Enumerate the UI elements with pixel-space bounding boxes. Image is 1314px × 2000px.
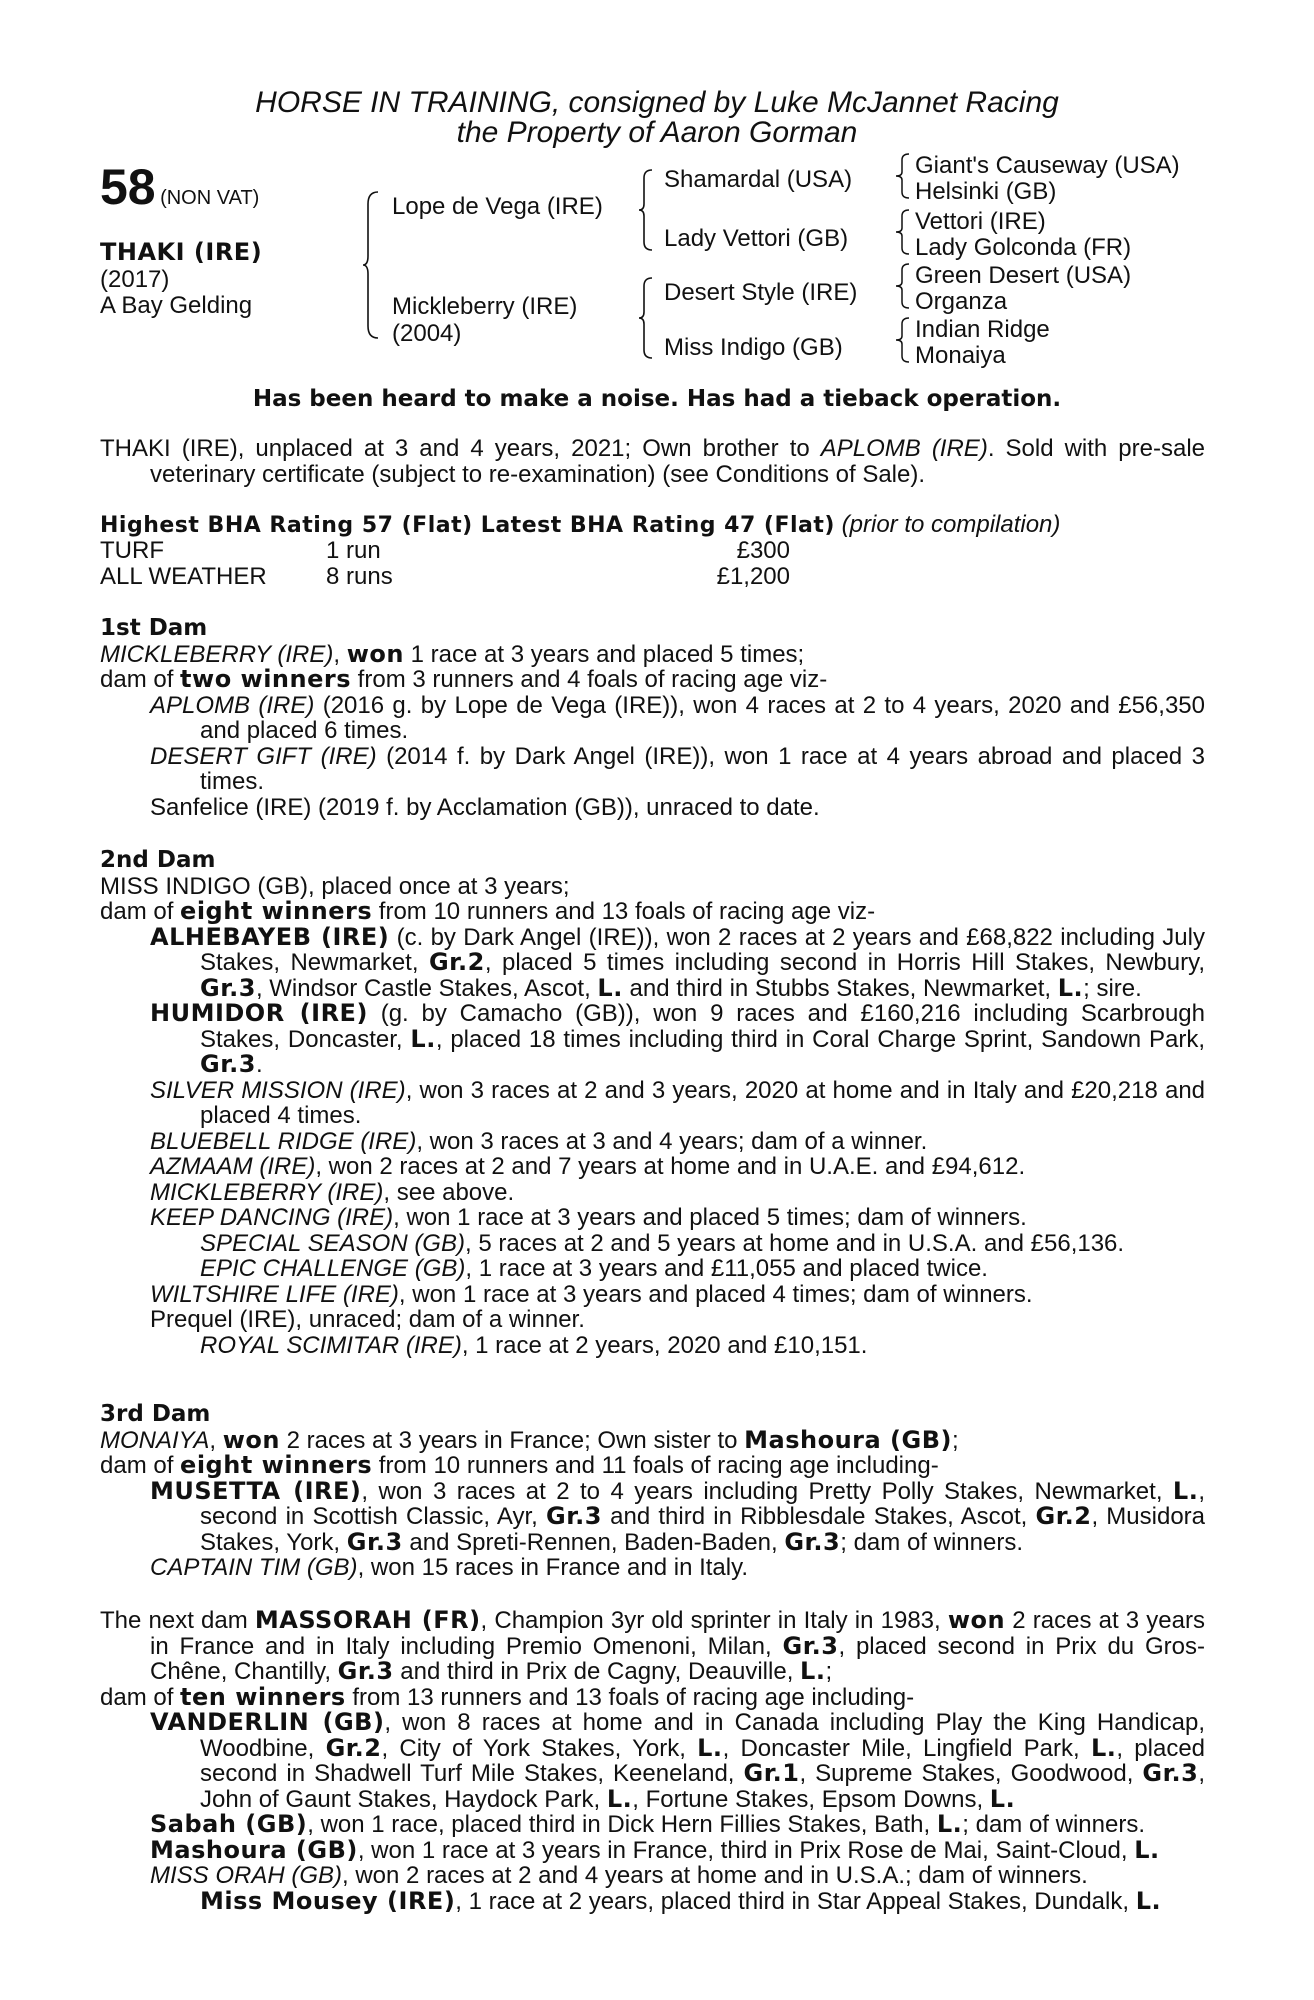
pedigree-dam: Mickleberry (IRE) <box>392 293 578 320</box>
sister-name: Mashoura (GB) <box>744 1425 952 1454</box>
grade: Gr.2 <box>325 1733 382 1762</box>
list-item: Prequel (IRE), unraced; dam of a winner. <box>150 1306 585 1333</box>
lot-number: 58 <box>100 159 156 215</box>
grade: L. <box>1134 1835 1160 1864</box>
produce-text: , won 3 races at 2 to 4 years including Pretty Polly Stakes, Newmarket, <box>361 1477 1173 1505</box>
list-item <box>150 1282 1205 1308</box>
intro-block <box>100 436 1205 487</box>
grade: Gr.2 <box>1035 1502 1092 1530</box>
dam-summary: The next dam <box>100 1607 255 1634</box>
produce-name: CAPTAIN TIM (GB) <box>150 1554 358 1581</box>
produce-name: HUMIDOR (IRE) <box>150 999 368 1027</box>
lot-number-block <box>100 158 259 216</box>
grade: Gr.3 <box>1142 1759 1199 1787</box>
produce-text: , see above. <box>383 1178 515 1206</box>
produce-text: , Fortune Stakes, Epsom Downs, <box>632 1785 990 1813</box>
produce-text: , won 1 race at 3 years and placed 5 times; dam of winners. <box>393 1204 1027 1231</box>
pedigree-dam-year: (2004) <box>392 320 462 347</box>
pedigree-sire-sire: Shamardal (USA) <box>664 166 853 193</box>
produce-name: SILVER MISSION (IRE) <box>150 1076 406 1104</box>
produce-text: , won 1 race, placed third in Dick Hern Fillies Stakes, Bath, <box>307 1811 937 1838</box>
consignor-line: HORSE IN TRAINING, consigned by Luke McJannet Racing <box>255 86 1059 119</box>
dam-of-text: from 13 runners and 13 foals of racing age including- <box>345 1683 915 1711</box>
winners-count: eight winners <box>180 1451 373 1479</box>
produce-text: , 5 races at 2 and 5 years at home and in U.S.A. and £56,136. <box>464 1229 1125 1257</box>
section-heading: 3rd Dam <box>100 1401 211 1427</box>
won-label: won <box>346 639 404 668</box>
produce-text: , Musidora Stakes, York, <box>200 1503 1206 1556</box>
produce-text: (2014 f. by Dark Angel (IRE)), won 1 race at 4 years abroad and placed 3 times. <box>200 742 1206 795</box>
race-record-table <box>100 538 800 589</box>
dam-name: MONAIYA <box>100 1426 210 1454</box>
dam-of-text: dam of <box>100 1683 181 1711</box>
list-item <box>150 1835 1205 1864</box>
pedigree-brace-g2 <box>895 208 913 256</box>
produce-name: Miss Mousey (IRE) <box>200 1886 456 1915</box>
produce-name: MICKLEBERRY (IRE) <box>150 1178 384 1206</box>
rating-line <box>100 512 1205 539</box>
produce-name: WILTSHIRE LIFE (IRE) <box>150 1280 399 1308</box>
grade: L. <box>597 973 623 1002</box>
produce-name: Sabah (GB) <box>150 1810 308 1838</box>
produce-text: (g. by Camacho (GB)), won 9 races and £160,216 including Scarbrough Stakes, Doncaster, <box>200 1000 1205 1053</box>
grade: Gr.3 <box>337 1657 394 1685</box>
list-item <box>150 1476 1206 1556</box>
produce-text: , Supreme Stakes, Goodwood, <box>799 1760 1143 1787</box>
bha-ratings: Highest BHA Rating 57 (Flat) Latest BHA Rating 47 (Flat) <box>100 513 835 538</box>
produce-text: , won 3 races at 3 and 4 years; dam of a winner. <box>416 1127 928 1155</box>
produce-text: and third in Ribblesdale Stakes, Ascot, <box>601 1503 1036 1530</box>
produce-text: , won 8 races at home and in Canada including Play the King Handicap, Woodbine, <box>200 1709 1205 1762</box>
list-item <box>150 1154 1205 1180</box>
list-item <box>150 1555 1205 1581</box>
produce-name: EPIC CHALLENGE (GB) <box>200 1255 466 1282</box>
list-item <box>150 1180 1205 1206</box>
dam-name: MASSORAH (FR) <box>254 1606 481 1634</box>
dam-summary: ; <box>825 1658 833 1685</box>
grade: L. <box>1172 1476 1199 1505</box>
next-dam-summary <box>100 1608 1205 1685</box>
pedigree-brace-g3 <box>895 262 913 310</box>
dam-of-text: dam of <box>100 1452 181 1479</box>
produce-text: , John of Gaunt Stakes, Haydock Park, <box>200 1760 1206 1813</box>
record-surface: TURF <box>100 537 164 564</box>
first-dam-section: 1st Dam MICKLEBERRY (IRE), won 1 race at 3 years and placed 5 times; dam of two winners from 3 runners and 4 foals of racing age viz- APLOMB (IRE) (2016 g. by Lope de Vega (IRE)), won 4 races at 2 to 4 years, 2020 and £56,350 and placed 6 times. DESERT GIFT (IRE) (2014 f. by Dark Angel (IRE)), won 1 race at 4 years abroad and placed 3 times. Sanfelice (IRE) (2019 f. by Acclamation (GB)), unraced to date. <box>100 615 1206 821</box>
dam-summary: , <box>209 1426 223 1454</box>
grade: Gr.3 <box>782 1631 839 1660</box>
record-earnings: £1,200 <box>716 562 790 590</box>
second-dam-section <box>100 848 1205 1358</box>
produce-text: and Spreti-Rennen, Baden-Baden, <box>402 1528 785 1556</box>
produce-name: VANDERLIN (GB) <box>150 1708 385 1736</box>
dam-of-text: dam of <box>100 898 181 925</box>
dam-of-text: from 10 runners and 13 foals of racing age viz- <box>372 898 876 925</box>
winners-count: ten winners <box>180 1682 346 1711</box>
produce-text: , Doncaster Mile, Lingfield Park, <box>722 1734 1091 1762</box>
produce-text: , won 2 races at 2 and 7 years at home and in U.A.E. and £94,612. <box>315 1153 1026 1180</box>
list-item <box>150 1863 1205 1889</box>
pedigree-brace-g4 <box>895 316 913 364</box>
grade: L. <box>1135 1886 1162 1915</box>
dam-summary: MISS INDIGO (GB), placed once at 3 years; <box>100 872 570 900</box>
pedigree-sire: Lope de Vega (IRE) <box>392 193 603 220</box>
pedigree-brace-g1 <box>895 152 913 200</box>
wind-operation-notice: Has been heard to make a noise. Has had a tieback operation. <box>252 386 1062 412</box>
list-item <box>200 1333 1205 1359</box>
pedigree-g3: Vettori (IRE) <box>915 208 1046 235</box>
pedigree-g1: Giant's Causeway (USA) <box>915 152 1180 179</box>
produce-name: BLUEBELL RIDGE (IRE) <box>150 1127 417 1155</box>
winners-count: eight winners <box>180 897 373 925</box>
grade: Gr.3 <box>784 1527 841 1556</box>
pedigree-dam-sire: Desert Style (IRE) <box>664 279 858 306</box>
produce-text: , won 1 race at 3 years and placed 4 times; dam of winners. <box>398 1280 1033 1308</box>
intro-text <box>100 436 1205 487</box>
grade: L. <box>989 1784 1016 1813</box>
produce-text: . <box>255 1051 263 1078</box>
record-runs: 1 run <box>326 537 381 564</box>
grade: L. <box>1090 1733 1117 1762</box>
produce-text: ; dam of winners. <box>840 1528 1023 1556</box>
pedigree-g4: Lady Golconda (FR) <box>915 234 1132 261</box>
intro-part-2: . Sold with pre-sale veterinary certificate (subject to re-examination) (see Conditions of Sale). <box>150 435 1206 488</box>
section-heading: 1st Dam <box>100 615 208 641</box>
record-earnings: £300 <box>736 537 790 564</box>
vat-status: (NON VAT) <box>160 187 260 209</box>
list-item <box>150 922 1206 1002</box>
intro-part-1: THAKI (IRE), unplaced at 3 and 4 years, 2021; Own brother to <box>100 435 821 462</box>
dam-of-text: dam of <box>100 666 181 693</box>
produce-name: ROYAL SCIMITAR (IRE) <box>200 1331 462 1359</box>
produce-text: , City of York Stakes, York, <box>381 1734 698 1762</box>
pedigree-g8: Monaiya <box>915 342 1006 369</box>
produce-text: , won 1 race at 3 years in France, third in Prix Rose de Mai, Saint-Cloud, <box>357 1836 1135 1864</box>
list-item <box>150 1812 1205 1838</box>
produce-text: ; dam of winners. <box>962 1811 1146 1838</box>
pedigree-g2: Helsinki (GB) <box>915 178 1057 205</box>
grade: L. <box>800 1657 826 1685</box>
produce-name: APLOMB (IRE) <box>150 691 315 719</box>
produce-text: , won 3 races at 2 and 3 years, 2020 at home and in Italy and £20,218 and placed 4 times. <box>200 1076 1206 1129</box>
produce-text: , Windsor Castle Stakes, Ascot, <box>255 974 598 1002</box>
grade: Gr.3 <box>200 973 256 1002</box>
section-heading: 2nd Dam <box>100 847 216 873</box>
dam-of-text: from 3 runners and 4 foals of racing age viz- <box>351 666 828 693</box>
produce-text: , placed 5 times including second in Horris Hill Stakes, Newbury, <box>484 949 1206 976</box>
dam-summary: and third in Prix de Cagny, Deauville, <box>393 1658 801 1685</box>
list-item <box>150 744 1205 795</box>
won-label: won <box>947 1606 1006 1634</box>
grade: Gr.3 <box>346 1527 403 1556</box>
grade: L. <box>936 1810 963 1838</box>
pedigree-g5: Green Desert (USA) <box>915 262 1132 289</box>
pedigree-g6: Organza <box>915 288 1008 315</box>
produce-text: , placed second in Shadwell Turf Mile Stakes, Keeneland, <box>200 1734 1206 1787</box>
dam-summary: , Champion 3yr old sprinter in Italy in 1983, <box>480 1607 948 1634</box>
list-item <box>200 1231 1205 1257</box>
dam-summary: 1 race at 3 years and placed 5 times; <box>403 640 805 668</box>
grade: Gr.3 <box>546 1502 602 1530</box>
produce-name: KEEP DANCING (IRE) <box>150 1204 394 1231</box>
grade: L. <box>697 1733 723 1762</box>
pedigree-dam-dam: Miss Indigo (GB) <box>664 334 843 361</box>
pedigree-brace-gen1 <box>362 190 382 340</box>
property-line: the Property of Aaron Gorman <box>456 116 858 149</box>
horse-description: A Bay Gelding <box>100 292 253 319</box>
list-item <box>150 1078 1205 1129</box>
list-item <box>150 1001 1205 1078</box>
pedigree-brace-dam <box>638 276 656 360</box>
dam-summary: , placed second in Prix du Gros-Chêne, Chantilly, <box>150 1632 1205 1685</box>
next-dam-section <box>100 1608 1205 1914</box>
list-item <box>150 693 1205 744</box>
produce-text: ; sire. <box>1083 974 1142 1002</box>
dam-summary: 2 races at 3 years in France and in Italy including Premio Omenoni, Milan, <box>150 1607 1205 1660</box>
record-runs: 8 runs <box>326 562 393 590</box>
produce-text: , 1 race at 3 years and £11,055 and placed twice. <box>465 1255 988 1282</box>
rating-note: (prior to compilation) <box>841 511 1061 538</box>
produce-name: AZMAAM (IRE) <box>150 1153 316 1180</box>
dam-of-text: from 10 runners and 11 foals of racing age including- <box>372 1452 939 1479</box>
produce-text: , 1 race at 2 years, placed third in Star Appeal Stakes, Dundalk, <box>455 1887 1136 1915</box>
brother-name: APLOMB (IRE) <box>820 435 988 462</box>
produce-name: MISS ORAH (GB) <box>150 1862 343 1889</box>
list-item <box>150 1710 1205 1812</box>
record-row-all-weather <box>100 564 800 590</box>
grade: L. <box>606 1784 633 1813</box>
produce-text: , 1 race at 2 years, 2020 and £10,151. <box>461 1331 868 1359</box>
produce-name: SPECIAL SEASON (GB) <box>200 1229 465 1257</box>
produce-text: , won 15 races in France and in Italy. <box>357 1554 748 1581</box>
dam-name: MICKLEBERRY (IRE) <box>100 640 334 668</box>
list-item <box>150 1205 1205 1231</box>
horse-name: THAKI (IRE) <box>100 238 263 266</box>
list-item <box>150 1129 1205 1155</box>
pedigree-g7: Indian Ridge <box>915 316 1050 343</box>
grade: L. <box>1057 973 1084 1002</box>
grade: Gr.2 <box>428 948 485 976</box>
produce-name: Mashoura (GB) <box>150 1835 358 1864</box>
list-item <box>200 1256 1205 1282</box>
produce-text: , won 2 races at 2 and 4 years at home and in U.S.A.; dam of winners. <box>342 1862 1088 1889</box>
produce-text: and third in Stubbs Stakes, Newmarket, <box>622 974 1058 1002</box>
third-dam-section <box>100 1402 1205 1581</box>
dam-summary: 2 races at 3 years in France; Own sister to <box>279 1426 745 1454</box>
record-surface: ALL WEATHER <box>100 562 267 590</box>
list-item <box>200 1886 1205 1915</box>
pedigree-brace-sire <box>638 168 656 252</box>
list-item: Sanfelice (IRE) (2019 f. by Acclamation (GB)), unraced to date. <box>150 793 820 821</box>
record-row-turf <box>100 538 800 564</box>
produce-text: (c. by Dark Angel (IRE)), won 2 races at 2 years and £68,822 including July Stakes, Newmarket, <box>200 923 1205 976</box>
dam-summary: ; <box>951 1426 959 1454</box>
horse-year: (2017) <box>100 266 170 293</box>
pedigree-sire-dam: Lady Vettori (GB) <box>664 225 849 252</box>
grade: Gr.3 <box>200 1050 256 1078</box>
produce-text: , placed 18 times including third in Coral Charge Sprint, Sandown Park, <box>435 1025 1205 1053</box>
winners-count: two winners <box>180 665 352 693</box>
produce-text: , second in Scottish Classic, Ayr, <box>200 1477 1205 1530</box>
produce-name: DESERT GIFT (IRE) <box>150 742 377 770</box>
won-label: won <box>222 1425 280 1454</box>
grade: Gr.1 <box>743 1759 800 1787</box>
produce-text: (2016 g. by Lope de Vega (IRE)), won 4 races at 2 to 4 years, 2020 and £56,350 and placed 6 times. <box>200 691 1205 744</box>
grade: L. <box>410 1024 436 1053</box>
produce-name: ALHEBAYEB (IRE) <box>150 922 390 951</box>
produce-name: MUSETTA (IRE) <box>150 1476 362 1505</box>
